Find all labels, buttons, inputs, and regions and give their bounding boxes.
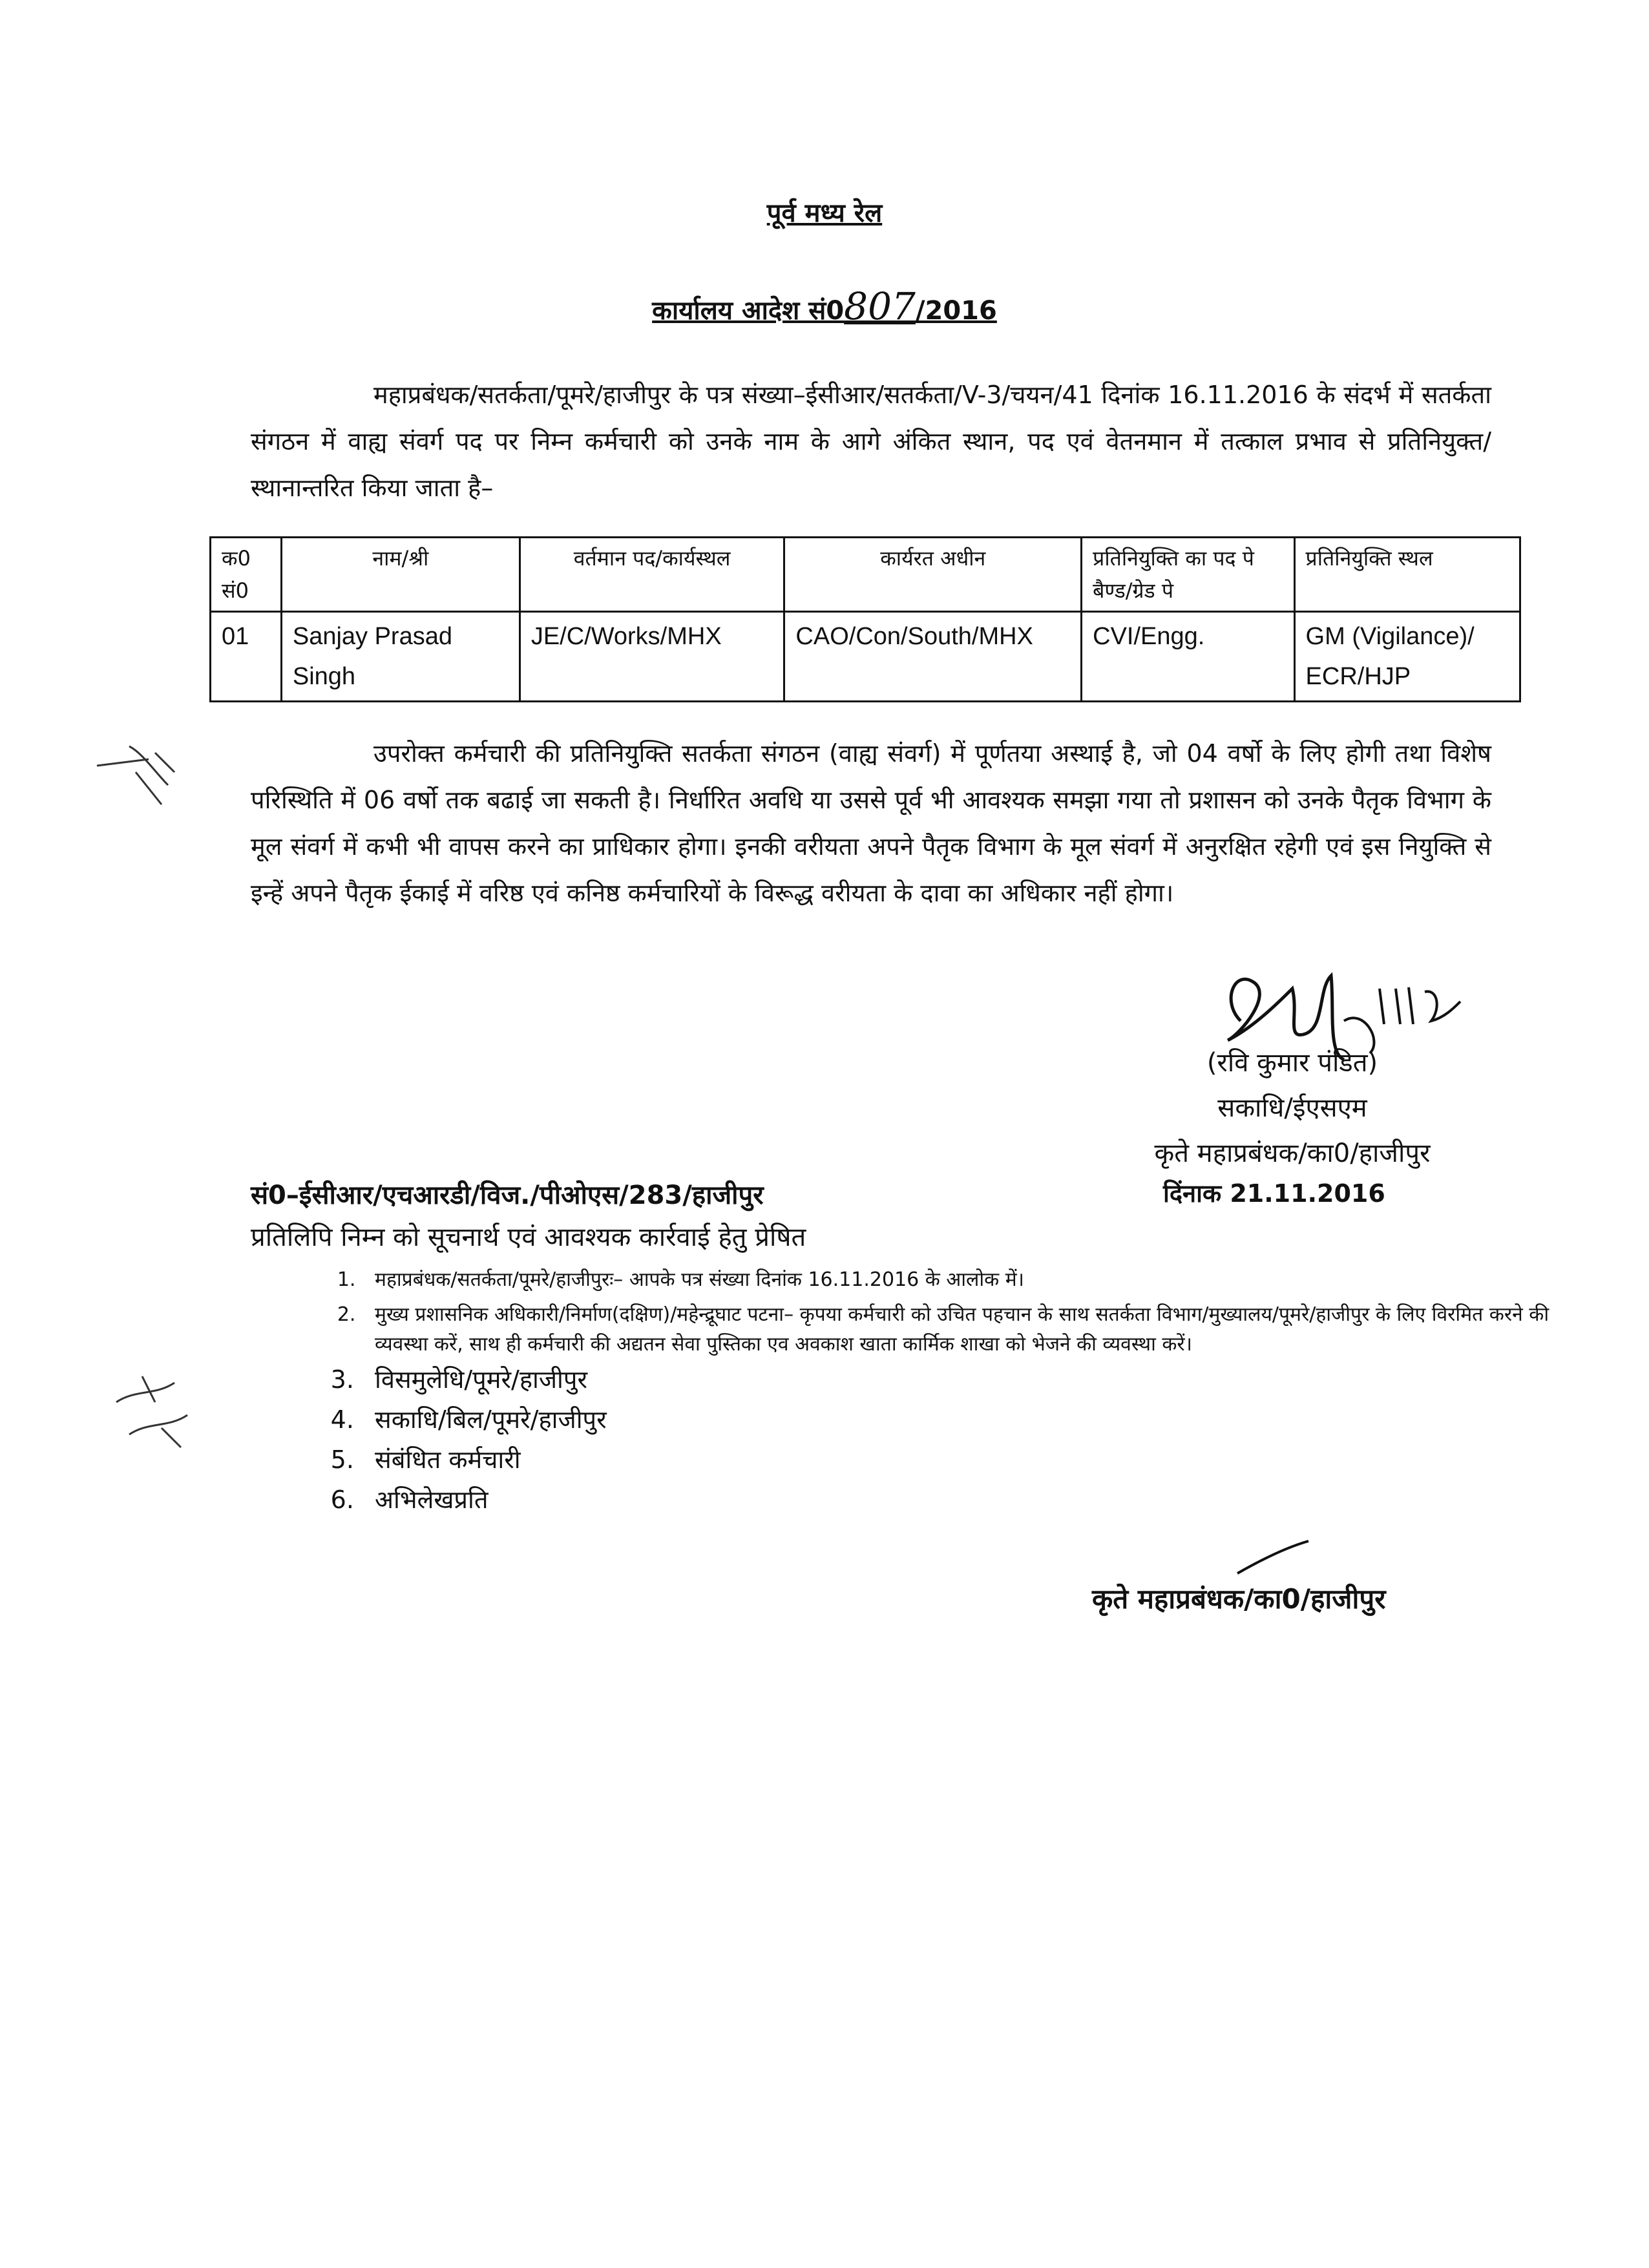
margin-mark: [90, 733, 194, 824]
header-current-post: वर्तमान पद/कार्यस्थल: [520, 538, 784, 612]
header-deputation-post: प्रतिनियुक्ति का पद पे बैण्ड/ग्रेड पे: [1082, 538, 1294, 612]
signatory-on-behalf: कृते महाप्रबंधक/का0/हाजीपुर: [1154, 1139, 1431, 1168]
signatory-designation: सकाधि/ईएसएम: [1217, 1093, 1367, 1123]
signature-block: [1073, 1040, 1512, 1176]
intro-paragraph: महाप्रबंधक/सतर्कता/पूमरे/हाजीपुर के पत्र संख्या–ईसीआर/सतर्कता/V-3/चयन/41 दिनांक 16.11.2016 के संदर्भ में सतर्कता संगठन में वाह्य संवर्ग पद पर निम्न कर्मचारी को उनके नाम के आगे अंकित स्थान, पद एवं वेतनमान में तत्काल प्रभाव से प्रतिनियुक्त/स्थानान्तरित किया जाता है–: [251, 381, 1491, 502]
deputation-table: [209, 536, 1521, 702]
cell-name: Sanjay Prasad Singh: [281, 612, 520, 702]
cell-serial: 01: [211, 612, 282, 702]
header-deputation-place: प्रतिनियुक्ति स्थल: [1294, 538, 1520, 612]
order-heading: [0, 284, 1649, 328]
table-row: [211, 612, 1520, 702]
organisation-title: पूर्व मध्य रेल: [766, 198, 883, 228]
reference-number: सं0–ईसीआर/एचआरडी/विज./पीओएस/283/हाजीपुर: [251, 1181, 764, 1210]
list-item: 5. संबंधित कर्मचारी: [362, 1440, 1577, 1480]
cell-deputation-place: GM (Vigilance)/ ECR/HJP: [1294, 612, 1520, 702]
list-item: 2. मुख्य प्रशासनिक अधिकारी/निर्माण(दक्षिण)/महेन्द्रूघाट पटना– कृपया कर्मचारी को उचित पहचान के साथ सतर्कता विभाग/मुख्यालय/पूमरे/हाजीपुर के लिए विरमित करने की व्यवस्था करें, साथ ही कर्मचारी की अद्यतन सेवा पुस्तिका एव अवकाश खाता कार्मिक शाखा को भेजने की व्यवस्था करें।: [362, 1295, 1577, 1360]
list-item: 4. सकाधि/बिल/पूमरे/हाजीपुर: [362, 1400, 1577, 1440]
header-name: नाम/श्री: [281, 538, 520, 612]
cell-current-post: JE/C/Works/MHX: [520, 612, 784, 702]
reference-date: दिंनाक 21.11.2016: [1163, 1179, 1385, 1208]
order-suffix: /2016: [915, 296, 997, 326]
copy-to-list: [304, 1260, 1577, 1520]
terms-paragraph: उपरोक्त कर्मचारी की प्रतिनियुक्ति सतर्कता संगठन (वाह्य संवर्ग) में पूर्णतया अस्थाई है, जो 04 वर्षो के लिए होगी तथा विशेष परिस्थिति में 06 वर्षो तक बढाई जा सकती है। निर्धारित अवधि या उससे पूर्व भी आवश्यक समझा गया तो प्रशासन को उनके पैतृक विभाग के मूल संवर्ग में कभी भी वापस करने का प्राधिकार होगा। इनकी वरीयता अपने पैतृक विभाग के मूल संवर्ग में अनुरक्षित रहेगी एवं इस नियुक्ति से इन्हें अपने पैतृक ईकाई में वरिष्ठ एवं कनिष्ठ कर्मचारियों के विरूद्ध वरीयता के दावा का अधिकार नहीं होगा।: [251, 739, 1491, 907]
list-item: 6. अभिलेखप्रति: [362, 1480, 1577, 1520]
header-working-under: कार्यरत अधीन: [784, 538, 1082, 612]
table-header-row: [211, 538, 1520, 612]
copy-to-intro: प्रतिलिपि निम्न को सूचनार्थ एवं आवश्यक कार्रवाई हेतु प्रेषित: [251, 1223, 806, 1252]
order-prefix: कार्यालय आदेश सं0: [652, 296, 845, 326]
list-item: 3. विसमुलेधि/पूमरे/हाजीपुर: [362, 1360, 1577, 1400]
header-serial: क0 सं0: [211, 538, 282, 612]
cell-deputation-post: CVI/Engg.: [1082, 612, 1294, 702]
closing-signoff: कृते महाप्रबंधक/का0/हाजीपुर: [1092, 1583, 1386, 1615]
signatory-name: (रवि कुमार पंडित): [1206, 1048, 1378, 1078]
list-item: 1. महाप्रबंधक/सतर्कता/पूमरे/हाजीपुरः– आपके पत्र संख्या दिनांक 16.11.2016 के आलोक में।: [362, 1260, 1577, 1295]
closing-scribble: [1234, 1538, 1312, 1577]
cell-working-under: CAO/Con/South/MHX: [784, 612, 1082, 702]
margin-mark: [103, 1363, 207, 1460]
order-number: 807: [844, 284, 916, 328]
